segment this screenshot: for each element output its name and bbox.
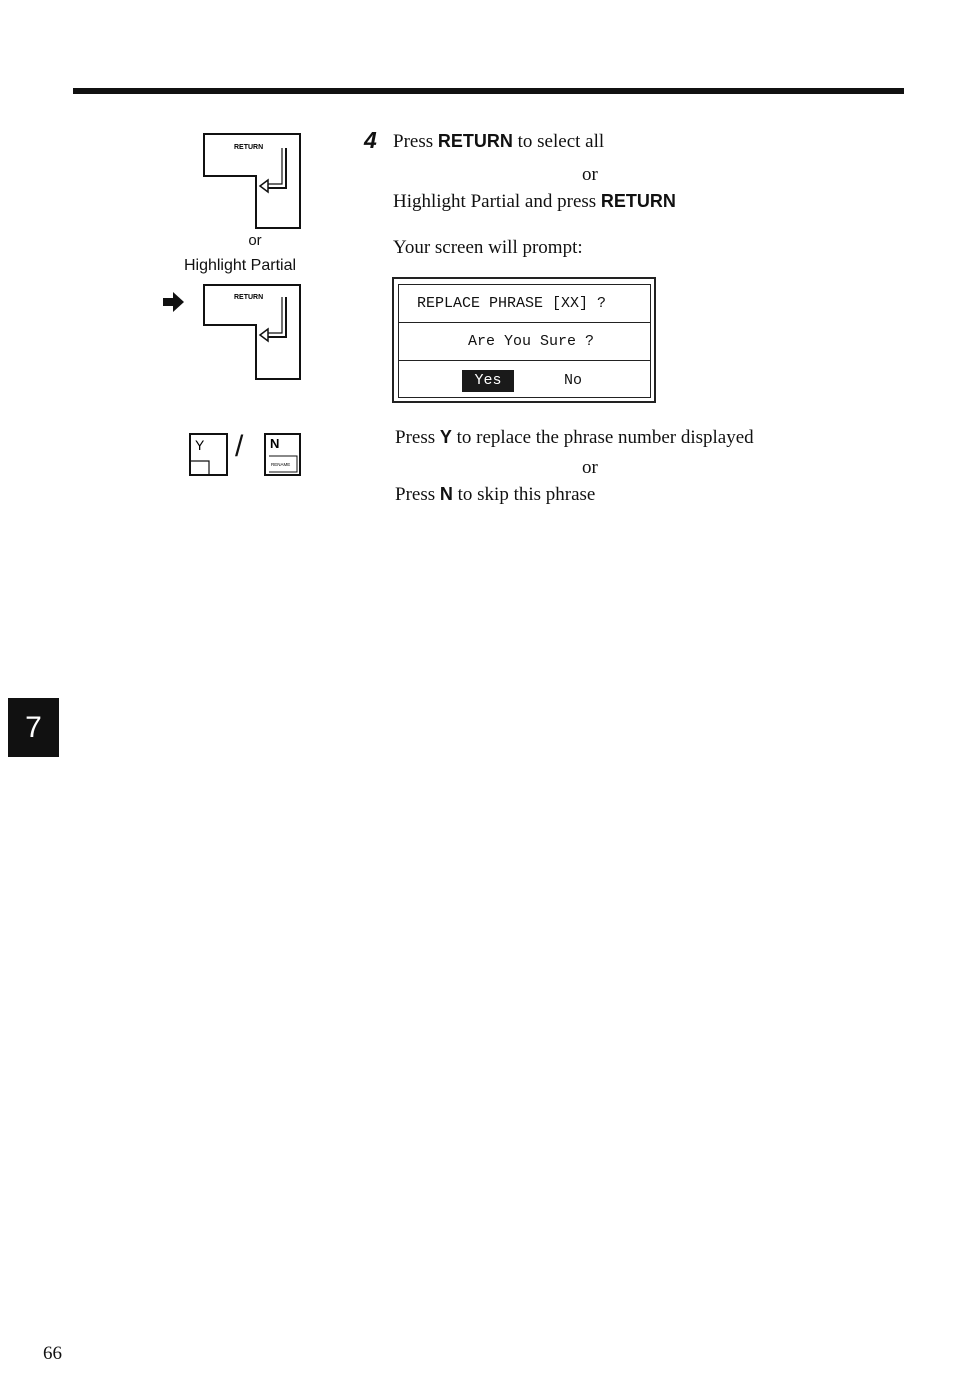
prompt-buttons-row bbox=[399, 362, 650, 400]
left-highlight-partial: Highlight Partial bbox=[183, 257, 297, 274]
chapter-tab: 7 bbox=[8, 698, 59, 757]
n-key-label: N bbox=[270, 436, 280, 451]
prompt-intro: Your screen will prompt: bbox=[393, 237, 583, 258]
step-line-1 bbox=[393, 131, 604, 153]
step-line-1-post: to select all bbox=[512, 131, 605, 152]
n-key-icon bbox=[262, 431, 304, 479]
instruction-line-2-pre: Press bbox=[395, 484, 440, 505]
return-key-icon bbox=[200, 281, 306, 383]
step-or: or bbox=[582, 164, 598, 185]
instruction-line-1-pre: Press bbox=[395, 427, 440, 448]
return-key-label: RETURN bbox=[234, 144, 264, 151]
replace-prompt-dialog bbox=[392, 277, 656, 403]
step-line-1-pre: Press bbox=[393, 131, 438, 152]
instruction-or: or bbox=[582, 457, 598, 478]
instruction-line-2-bold: N bbox=[439, 484, 453, 504]
no-button[interactable]: No bbox=[564, 372, 583, 389]
prompt-question: Are You Sure ? bbox=[468, 333, 595, 350]
left-or-text: or bbox=[248, 232, 262, 249]
instruction-line-2-post: to skip this phrase bbox=[452, 484, 596, 505]
slash-separator: / bbox=[235, 430, 244, 463]
instruction-line-1 bbox=[395, 427, 754, 449]
arrow-right-icon bbox=[161, 291, 185, 313]
prompt-inner-frame bbox=[398, 284, 651, 398]
step-line-2 bbox=[393, 191, 676, 213]
yes-button[interactable]: Yes bbox=[462, 370, 514, 392]
prompt-title-row bbox=[399, 285, 650, 323]
n-key-sublabel: RENAME bbox=[271, 462, 291, 467]
return-key-icon bbox=[200, 130, 306, 232]
step-line-1-bold: RETURN bbox=[437, 131, 513, 151]
return-key-label: RETURN bbox=[234, 294, 264, 301]
y-key-icon bbox=[187, 431, 231, 479]
step-line-2-pre: Highlight Partial and press bbox=[393, 191, 601, 212]
step-line-2-bold: RETURN bbox=[600, 191, 676, 211]
step-number: 4 bbox=[364, 127, 377, 153]
top-rule bbox=[73, 88, 904, 94]
instruction-line-1-post: to replace the phrase number displayed bbox=[451, 427, 754, 448]
page-number: 66 bbox=[43, 1343, 62, 1364]
y-key-label: Y bbox=[195, 437, 205, 453]
instruction-line-2 bbox=[395, 484, 595, 506]
prompt-question-row bbox=[399, 323, 650, 361]
prompt-title: REPLACE PHRASE [XX] ? bbox=[417, 295, 607, 312]
instruction-line-1-bold: Y bbox=[439, 427, 452, 447]
